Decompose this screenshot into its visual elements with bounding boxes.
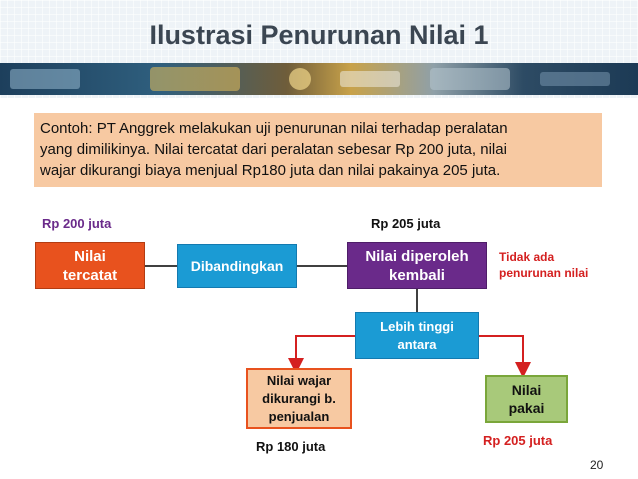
carrying-amount-label: Rp 200 juta	[42, 216, 112, 231]
fair-value-amount-label: Rp 180 juta	[256, 439, 326, 454]
slide-title: Ilustrasi Penurunan Nilai 1	[149, 20, 489, 50]
value-in-use-amount-label: Rp 205 juta	[483, 433, 553, 448]
recoverable-amount-label: Rp 205 juta	[371, 216, 441, 231]
arrow-to-value-in-use	[479, 336, 523, 370]
example-box: Contoh: PT Anggrek melakukan uji penurunan nilai terhadap peralatan yang dimilikinya. Nilai tercatat dari peralatan sebesar Rp 200 juta, nilai wajar dikurangi biaya menjual Rp180 juta dan nilai pakainya 205 juta.	[34, 113, 602, 187]
node-compared: Dibandingkan	[177, 244, 297, 288]
node-fair-value-less-costs: Nilai wajar dikurangi b. penjualan	[246, 368, 352, 429]
no-impairment-label: Tidak ada penurunan nilai	[499, 250, 589, 280]
node-carrying-amount: Nilai tercatat	[35, 242, 145, 289]
node-value-in-use: Nilai pakai	[485, 375, 568, 423]
arrow-to-fair-value	[296, 336, 355, 366]
node-recoverable-amount: Nilai diperoleh kembali	[347, 242, 487, 289]
node-higher-of: Lebih tinggi antara	[355, 312, 479, 359]
page-number: 20	[590, 458, 604, 472]
